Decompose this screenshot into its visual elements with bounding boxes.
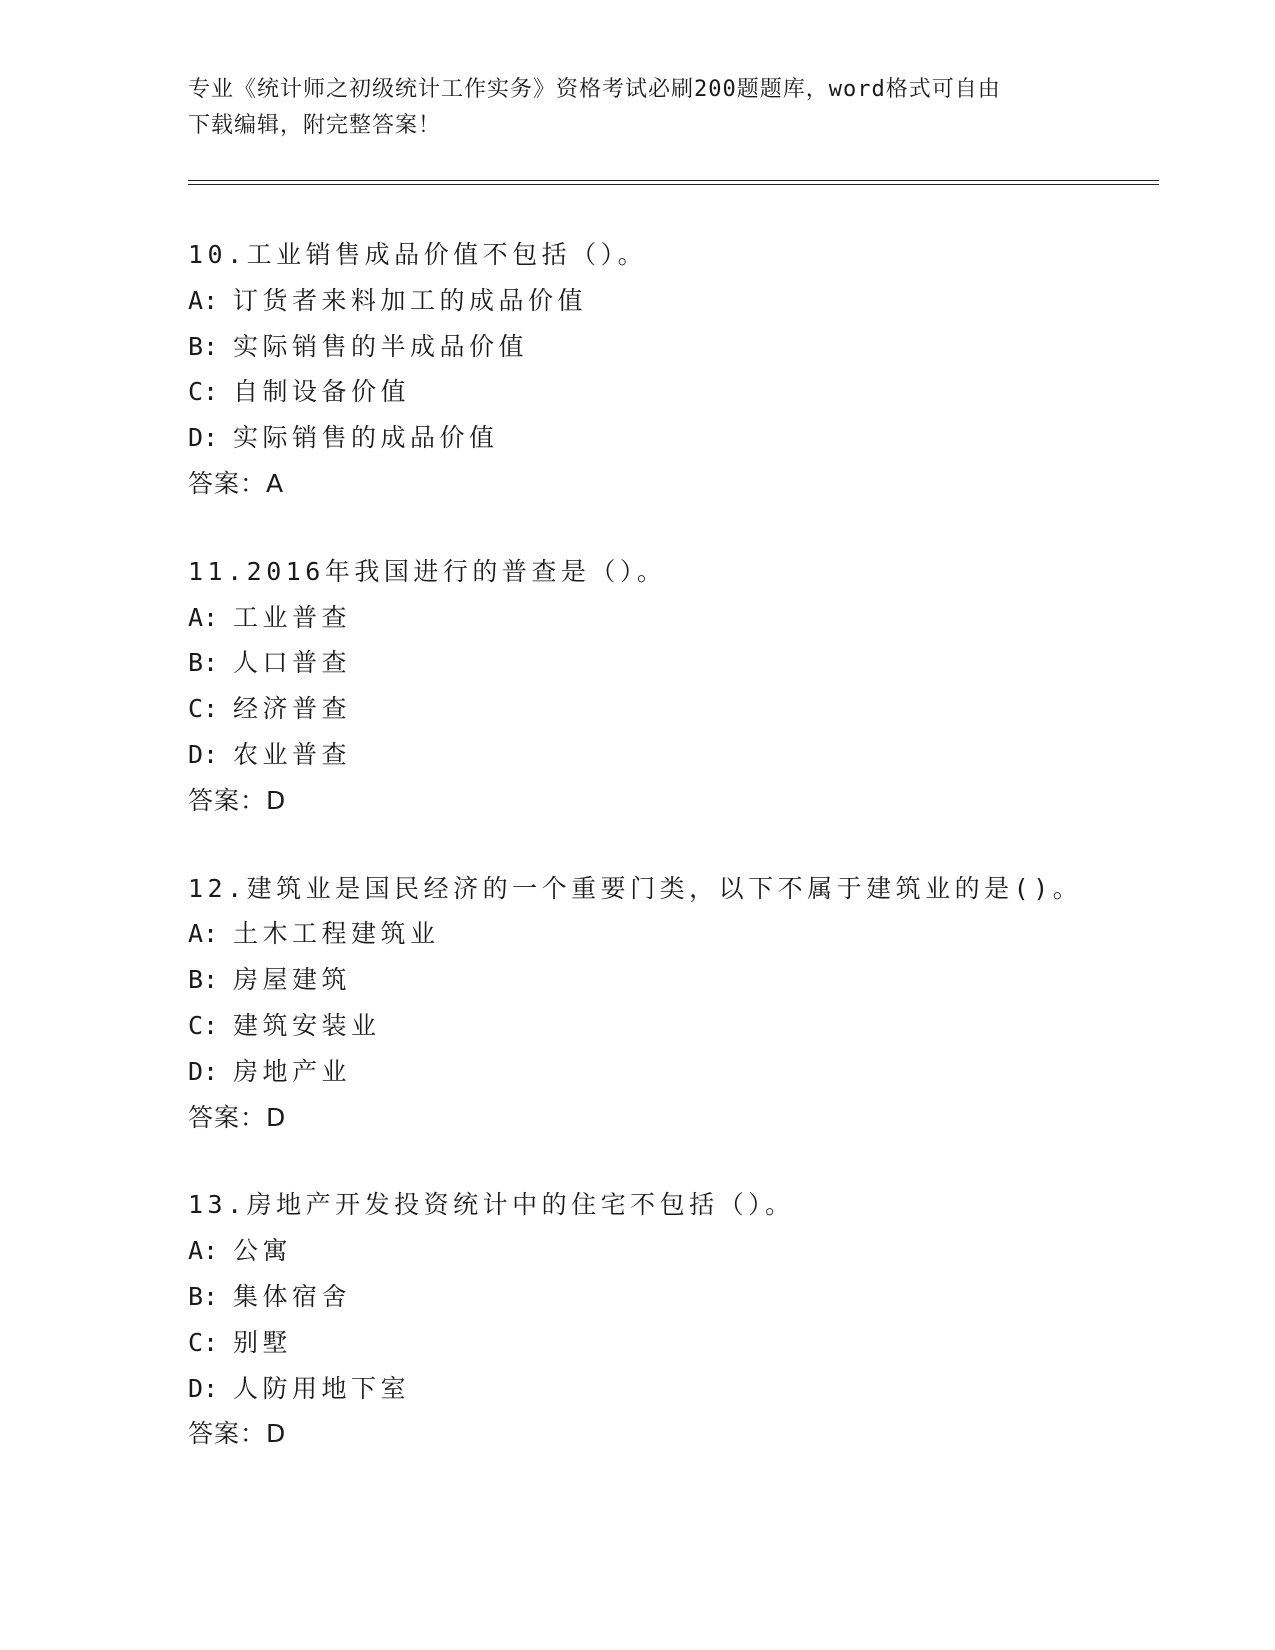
document-header (188, 72, 1088, 144)
answer-label: 答案： (188, 468, 267, 498)
header-line-1: 专业《统计师之初级统计工作实务》资格考试必刷200题题库，word格式可自由 (188, 77, 1001, 102)
option-c (188, 369, 1158, 415)
answer-label: 答案： (188, 1419, 267, 1449)
answer-value: D (266, 785, 286, 815)
option-label: D: (188, 739, 219, 769)
question-stem: 12.建筑业是国民经济的一个重要门类，以下不属于建筑业的是()。 (188, 873, 1083, 903)
option-text: 经济普查 (233, 694, 352, 724)
option-text: 实际销售的半成品价值 (233, 331, 529, 361)
option-label: B: (188, 1281, 219, 1311)
option-text: 订货者来料加工的成品价值 (233, 285, 588, 315)
option-text: 农业普查 (233, 739, 352, 769)
option-label: D: (188, 423, 219, 453)
option-text: 自制设备价值 (233, 377, 411, 407)
question-12 (188, 866, 1158, 1141)
option-text: 房屋建筑 (233, 965, 352, 995)
option-b (188, 957, 1158, 1003)
option-a (188, 1228, 1158, 1274)
question-stem: 11.2016年我国进行的普查是（）。 (188, 556, 667, 586)
option-text: 公寓 (233, 1236, 293, 1266)
question-13 (188, 1182, 1158, 1457)
answer-line (188, 1411, 1158, 1457)
option-c (188, 1320, 1158, 1366)
option-text: 实际销售的成品价值 (233, 423, 499, 453)
option-label: B: (188, 331, 219, 361)
header-divider-top (188, 180, 1159, 181)
answer-value: A (266, 468, 284, 498)
option-label: C: (188, 1010, 219, 1040)
option-a (188, 911, 1158, 957)
option-text: 建筑安装业 (233, 1010, 381, 1040)
option-text: 人防用地下室 (233, 1373, 411, 1403)
option-b (188, 1274, 1158, 1320)
option-text: 别墅 (233, 1327, 293, 1357)
option-c (188, 686, 1158, 732)
answer-line (188, 461, 1158, 507)
question-stem: 10.工业销售成品价值不包括（）。 (188, 240, 648, 269)
answer-label: 答案： (188, 1102, 267, 1132)
option-text: 土木工程建筑业 (233, 919, 440, 949)
option-label: A: (188, 285, 219, 315)
option-label: A: (188, 919, 219, 949)
answer-label: 答案： (188, 785, 267, 815)
option-d (188, 732, 1158, 778)
option-c (188, 1003, 1158, 1049)
question-stem: 13.房地产开发投资统计中的住宅不包括（）。 (188, 1190, 795, 1220)
option-text: 人口普查 (233, 648, 352, 678)
option-d (188, 415, 1158, 461)
option-label: B: (188, 648, 219, 678)
header-divider-bottom (188, 184, 1159, 185)
question-list (188, 232, 1158, 1499)
option-d (188, 1049, 1158, 1095)
option-a (188, 595, 1158, 641)
answer-value: D (266, 1419, 286, 1449)
option-label: C: (188, 377, 219, 407)
option-label: D: (188, 1056, 219, 1086)
option-label: B: (188, 965, 219, 995)
option-text: 集体宿舍 (233, 1281, 352, 1311)
option-label: C: (188, 694, 219, 724)
option-a (188, 278, 1158, 324)
answer-line (188, 1095, 1158, 1141)
header-line-2: 下载编辑，附完整答案！ (188, 113, 442, 138)
option-b (188, 324, 1158, 370)
option-label: A: (188, 602, 219, 632)
question-10 (188, 232, 1158, 507)
option-text: 房地产业 (233, 1056, 352, 1086)
option-label: A: (188, 1236, 219, 1266)
option-label: C: (188, 1327, 219, 1357)
option-d (188, 1366, 1158, 1412)
option-label: D: (188, 1373, 219, 1403)
answer-value: D (266, 1102, 286, 1132)
answer-line (188, 778, 1158, 824)
question-11 (188, 549, 1158, 824)
option-text: 工业普查 (233, 602, 352, 632)
option-b (188, 640, 1158, 686)
